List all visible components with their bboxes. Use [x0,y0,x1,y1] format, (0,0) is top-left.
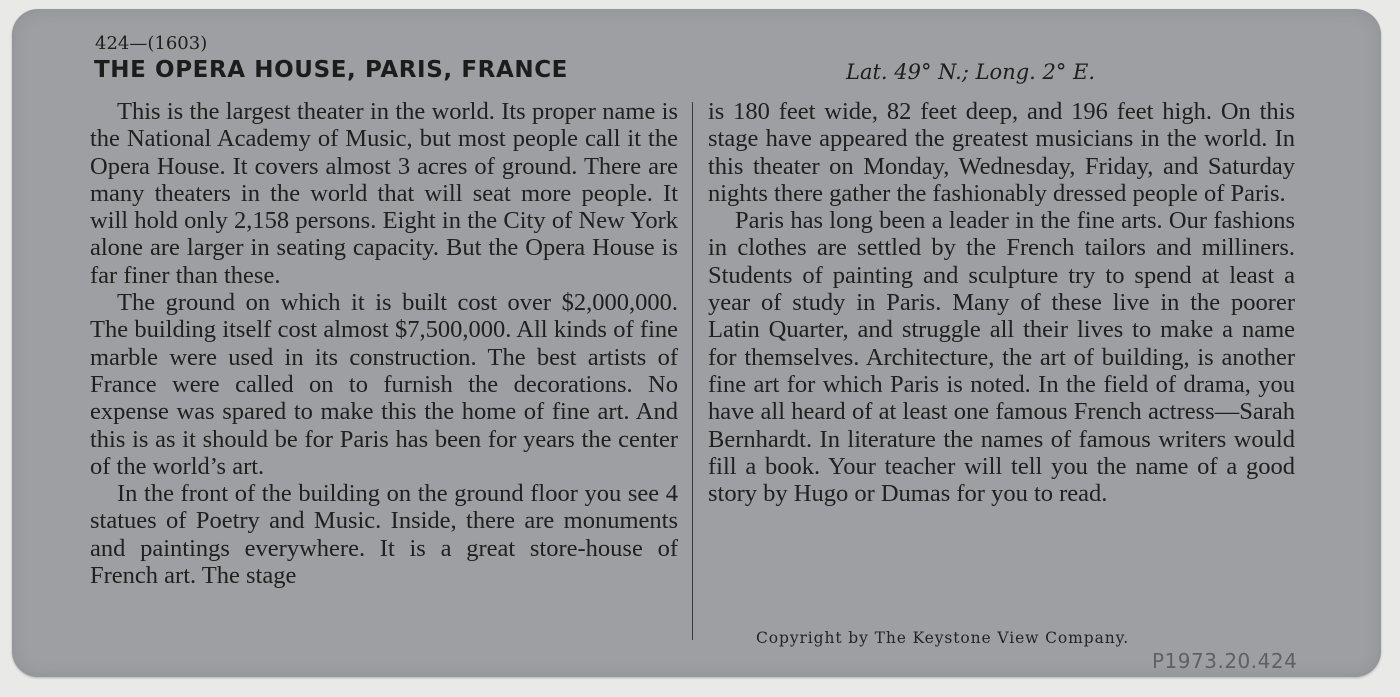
card-title: THE OPERA HOUSE, PARIS, FRANCE [94,57,568,83]
paragraph: Paris has long been a leader in the fine arts. Our fashions in clothes are settled by the French tailors and milliners. Students of painting and sculpture try to spend at least a year of study in Paris. Many of these live in the poorer Latin Quarter, and struggle all their lives to make a name for themselves. Architecture, the art of building, is another fine art for which Paris is noted. In the field of drama, you have all heard of at least one famous French actress—Sarah Bernhardt. In literature the names of famous writers would fill a book. Your teacher will tell you the name of a good story by Hugo or Dumas for you to read. [708,207,1295,508]
right-text-column [708,98,1295,507]
copyright-notice: Copyright by The Keystone View Company. [756,629,1130,647]
column-divider [692,102,693,640]
paragraph: This is the largest theater in the world. Its proper name is the National Academy of Music, but most people call it the Opera House. It covers almost 3 acres of ground. There are many theaters in the world that will seat more people. It will hold only 2,158 persons. Eight in the City of New York alone are larger in seating capacity. But the Opera House is far finer than these. [90,98,678,289]
coordinates: Lat. 49° N.; Long. 2° E. [846,60,1096,84]
accession-number: P1973.20.424 [1152,649,1298,673]
paragraph: is 180 feet wide, 82 feet deep, and 196 feet high. On this stage have appeared the greatest musicians in the world. In this theater on Monday, Wednesday, Friday, and Saturday nights there gather the fashionably dressed people of Paris. [708,98,1295,207]
paragraph: In the front of the building on the ground floor you see 4 statues of Poetry and Music. Inside, there are monuments and paintings everywhere. It is a great store-house of French art. The stage [90,480,678,590]
paragraph: The ground on which it is built cost over $2,000,000. The building itself cost almost $7,500,000. All kinds of fine marble were used in its construction. The best artists of France were called on to furnish the decorations. No expense was spared to make this the home of fine art. And this is as it should be for Paris has been for years the center of the world’s art. [90,289,678,480]
left-text-column [90,98,678,589]
card-serial-number: 424—(1603) [95,33,208,54]
